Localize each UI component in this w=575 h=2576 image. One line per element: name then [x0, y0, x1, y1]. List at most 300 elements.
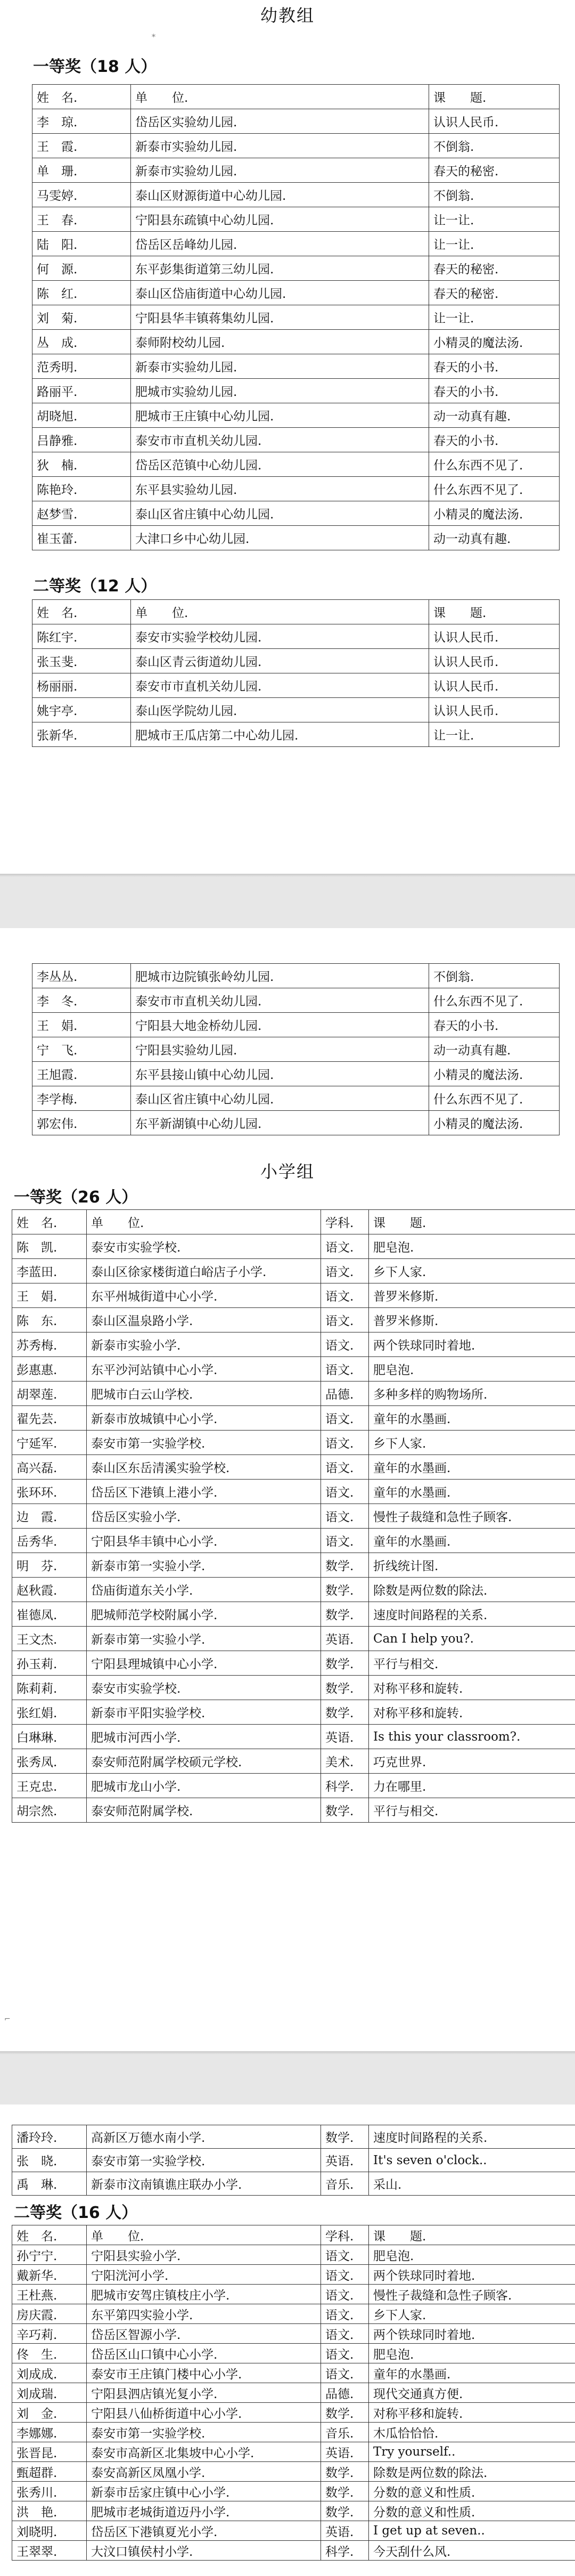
document-page-3: [0, 2104, 575, 2576]
unit-cell: 岱岳区范镇中心幼儿园.: [131, 452, 429, 477]
name-cell: 陈艳玲.: [32, 477, 131, 501]
table-row: [32, 109, 560, 134]
subject-cell: 语文.: [321, 1529, 369, 1553]
page-gap-2: [0, 2051, 575, 2104]
subject-cell: 英语.: [321, 1627, 369, 1651]
topic-cell: 力在哪里.: [369, 1774, 575, 1798]
table-row: [32, 256, 560, 281]
header-name-cell: 姓 名.: [32, 85, 131, 109]
topic-cell: 不倒翁.: [429, 964, 560, 988]
name-cell: 何 源.: [32, 256, 131, 281]
primary-title: 小学组: [260, 1161, 315, 1182]
name-cell: 陈红宇.: [32, 624, 131, 649]
subject-cell: 数学.: [321, 1798, 369, 1823]
table-row: [12, 1455, 575, 1480]
topic-cell: 春天的小书.: [429, 1013, 560, 1037]
primary-second-prize-table: [12, 2225, 575, 2561]
subject-cell: 数学.: [321, 1553, 369, 1578]
subject-cell: 数学.: [321, 1602, 369, 1627]
subject-cell: 数学.: [321, 2462, 369, 2482]
table-row: [12, 2285, 575, 2304]
topic-cell: 春天的秘密.: [429, 158, 560, 183]
subject-cell: 语文.: [321, 1259, 369, 1283]
table-row: [12, 1725, 575, 1749]
name-cell: 王杜燕.: [12, 2285, 87, 2304]
unit-cell: 泰山区省庄镇中心幼儿园.: [131, 501, 429, 526]
unit-cell: 泰安市市直机关幼儿园.: [131, 988, 429, 1013]
unit-cell: 岱岳区智源小学.: [87, 2324, 321, 2344]
subject-cell: 品德.: [321, 1382, 369, 1406]
name-cell: 张环环.: [12, 1480, 87, 1504]
name-cell: 甄超群.: [12, 2462, 87, 2482]
unit-cell: 东平彭集街道第三幼儿园.: [131, 256, 429, 281]
name-cell: 崔玉蕾.: [32, 526, 131, 550]
topic-cell: 什么东西不见了.: [429, 988, 560, 1013]
subject-cell: 语文.: [321, 2245, 369, 2265]
table-row: [12, 2403, 575, 2423]
subject-cell: 数学.: [321, 2125, 369, 2149]
name-cell: 苏秀梅.: [12, 1332, 87, 1357]
table-row: [32, 379, 560, 403]
subject-cell: 数学.: [321, 1700, 369, 1725]
table-row: [12, 1553, 575, 1578]
name-cell: 崔德凤.: [12, 1602, 87, 1627]
unit-cell: 泰安市市直机关幼儿园.: [131, 428, 429, 452]
unit-cell: 新泰市第一实验小学.: [87, 1627, 321, 1651]
table-row: [12, 2482, 575, 2501]
unit-cell: 肥城市实验幼儿园.: [131, 379, 429, 403]
name-cell: 单 珊.: [32, 158, 131, 183]
table-row: [32, 698, 560, 722]
name-cell: 宁 飞.: [32, 1037, 131, 1062]
document-page-2: [0, 928, 575, 2051]
subject-cell: 英语.: [321, 2149, 369, 2172]
name-cell: 张玉斐.: [32, 649, 131, 673]
page-corner-mark: ⌐: [4, 2015, 11, 2024]
unit-cell: 岱岳区岳峰幼儿园.: [131, 232, 429, 256]
table-row: [32, 305, 560, 330]
name-cell: 杨丽丽.: [32, 673, 131, 698]
topic-cell: 让一让.: [429, 232, 560, 256]
name-cell: 宁延军.: [12, 1431, 87, 1455]
name-cell: 刘晓明.: [12, 2521, 87, 2541]
unit-cell: 肥城市龙山小学.: [87, 1774, 321, 1798]
topic-cell: 什么东西不见了.: [429, 477, 560, 501]
name-cell: 吕静雅.: [32, 428, 131, 452]
table-row: [32, 1013, 560, 1037]
header-name-cell: 姓 名.: [32, 600, 131, 624]
name-cell: 辛巧莉.: [12, 2324, 87, 2344]
kindergarten-title: 幼教组: [260, 5, 315, 26]
topic-cell: 春天的秘密.: [429, 281, 560, 305]
unit-cell: 泰安市实验学校.: [87, 1676, 321, 1700]
name-cell: 边 霞.: [12, 1504, 87, 1529]
unit-cell: 泰安市王庄镇门楼中心小学.: [87, 2363, 321, 2383]
table-row: [12, 1602, 575, 1627]
table-row: [32, 673, 560, 698]
table-header-row: [12, 1210, 575, 1234]
name-cell: 李娜娜.: [12, 2423, 87, 2442]
table-row: [12, 1798, 575, 1823]
name-cell: 路丽平.: [32, 379, 131, 403]
subject-cell: 音乐.: [321, 2172, 369, 2196]
table-row: [12, 2324, 575, 2344]
topic-cell: 小精灵的魔法汤.: [429, 501, 560, 526]
unit-cell: 大津口乡中心幼儿园.: [131, 526, 429, 550]
name-cell: 李蓝田.: [12, 1259, 87, 1283]
unit-cell: 东平新湖镇中心幼儿园.: [131, 1111, 429, 1135]
subject-cell: 美术.: [321, 1749, 369, 1774]
name-cell: 刘 金.: [12, 2403, 87, 2423]
topic-cell: 让一让.: [429, 305, 560, 330]
table-row: [12, 2125, 575, 2149]
subject-cell: 语文.: [321, 2265, 369, 2285]
table-row: [32, 134, 560, 158]
unit-cell: 岱岳区下港镇上港小学.: [87, 1480, 321, 1504]
kindergarten-first-prize-table: [32, 84, 560, 550]
document-page-1: [0, 0, 575, 874]
table-row: [32, 354, 560, 379]
unit-cell: 肥城市安驾庄镇枝庄小学.: [87, 2285, 321, 2304]
table-row: [12, 2172, 575, 2196]
name-cell: 王文杰.: [12, 1627, 87, 1651]
topic-cell: 现代交通真方便.: [369, 2383, 575, 2403]
table-row: [32, 330, 560, 354]
subject-cell: 科学.: [321, 2541, 369, 2561]
table-row: [12, 1480, 575, 1504]
name-cell: 张 晓.: [12, 2149, 87, 2172]
topic-cell: 平行与相交.: [369, 1798, 575, 1823]
name-cell: 张秀川.: [12, 2482, 87, 2501]
topic-cell: 什么东西不见了.: [429, 1086, 560, 1111]
unit-cell: 岱岳区实验小学.: [87, 1504, 321, 1529]
name-cell: 戴新华.: [12, 2265, 87, 2285]
table-row: [12, 1357, 575, 1382]
table-row: [32, 964, 560, 988]
kindergarten-second-prize-heading: 二等奖（12 人）: [33, 577, 157, 596]
subject-cell: 语文.: [321, 1431, 369, 1455]
topic-cell: 慢性子裁缝和急性子顾客.: [369, 2285, 575, 2304]
table-row: [32, 988, 560, 1013]
topic-cell: 乡下人家.: [369, 1259, 575, 1283]
table-row: [32, 1062, 560, 1086]
name-cell: 彭惠惠.: [12, 1357, 87, 1382]
name-cell: 王 霞.: [32, 134, 131, 158]
table-row: [12, 1308, 575, 1332]
primary-second-prize-heading: 二等奖（16 人）: [14, 2204, 138, 2222]
name-cell: 张秀凤.: [12, 1749, 87, 1774]
unit-cell: 新泰市平阳实验学校.: [87, 1700, 321, 1725]
name-cell: 岳秀华.: [12, 1529, 87, 1553]
topic-cell: 乡下人家.: [369, 2304, 575, 2324]
topic-cell: 今天刮什么风.: [369, 2541, 575, 2561]
name-cell: 郭宏伟.: [32, 1111, 131, 1135]
unit-cell: 岱岳区实验幼儿园.: [131, 109, 429, 134]
unit-cell: 宁阳县东疏镇中心幼儿园.: [131, 207, 429, 232]
topic-cell: 童年的水墨画.: [369, 1455, 575, 1480]
unit-cell: 宁阳县八仙桥街道中心小学.: [87, 2403, 321, 2423]
table-row: [32, 232, 560, 256]
unit-cell: 大汶口镇侯村小学.: [87, 2541, 321, 2561]
primary-first-prize-table: [12, 1209, 575, 1823]
unit-cell: 泰安市高新区北集坡中心小学.: [87, 2442, 321, 2462]
name-cell: 王 春.: [32, 207, 131, 232]
header-name-cell: 姓 名.: [12, 2225, 87, 2245]
table-row: [12, 2423, 575, 2442]
unit-cell: 泰安市实验学校.: [87, 1234, 321, 1259]
unit-cell: 岱岳区山口镇中心小学.: [87, 2344, 321, 2363]
topic-cell: 让一让.: [429, 722, 560, 747]
table-row: [12, 2462, 575, 2482]
unit-cell: 东平沙河站镇中心小学.: [87, 1357, 321, 1382]
name-cell: 洪 艳.: [12, 2501, 87, 2521]
subject-cell: 语文.: [321, 1234, 369, 1259]
subject-cell: 数学.: [321, 2501, 369, 2521]
primary-first-prize-table-continued: [12, 2125, 575, 2196]
topic-cell: 童年的水墨画.: [369, 1529, 575, 1553]
name-cell: 李 琼.: [32, 109, 131, 134]
name-cell: 陈 东.: [12, 1308, 87, 1332]
unit-cell: 肥城市王庄镇中心幼儿园.: [131, 403, 429, 428]
unit-cell: 泰师附校幼儿园.: [131, 330, 429, 354]
subject-cell: 音乐.: [321, 2423, 369, 2442]
unit-cell: 泰山区岱庙街道中心幼儿园.: [131, 281, 429, 305]
topic-cell: 认识人民币.: [429, 109, 560, 134]
subject-cell: 数学.: [321, 1676, 369, 1700]
name-cell: 陆 阳.: [32, 232, 131, 256]
table-row: [32, 403, 560, 428]
unit-cell: 岱庙街道东关小学.: [87, 1578, 321, 1602]
table-row: [12, 1382, 575, 1406]
topic-cell: 对称平移和旋转.: [369, 1676, 575, 1700]
name-cell: 房庆霞.: [12, 2304, 87, 2324]
topic-cell: Is this your classroom?.: [369, 1725, 575, 1749]
topic-cell: It's seven o'clock..: [369, 2149, 575, 2172]
table-row: [12, 1774, 575, 1798]
unit-cell: 泰山医学院幼儿园.: [131, 698, 429, 722]
subject-cell: 语文.: [321, 2285, 369, 2304]
topic-cell: 春天的小书.: [429, 354, 560, 379]
topic-cell: 除数是两位数的除法.: [369, 2462, 575, 2482]
unit-cell: 泰安师范附属学校硕元学校.: [87, 1749, 321, 1774]
topic-cell: 巧克世界.: [369, 1749, 575, 1774]
subject-cell: 语文.: [321, 2344, 369, 2363]
table-row: [12, 2521, 575, 2541]
table-row: [32, 452, 560, 477]
kindergarten-first-prize-heading: 一等奖（18 人）: [33, 58, 157, 76]
name-cell: 刘 菊.: [32, 305, 131, 330]
table-row: [32, 624, 560, 649]
unit-cell: 新泰市实验幼儿园.: [131, 354, 429, 379]
unit-cell: 宁阳县大地金桥幼儿园.: [131, 1013, 429, 1037]
header-subject-cell: 学科.: [321, 2225, 369, 2245]
header-topic-cell: 课 题.: [429, 600, 560, 624]
unit-cell: 新泰市实验幼儿园.: [131, 134, 429, 158]
subject-cell: 英语.: [321, 2521, 369, 2541]
table-row: [12, 1504, 575, 1529]
name-cell: 陈莉莉.: [12, 1676, 87, 1700]
table-row: [32, 1111, 560, 1135]
topic-cell: 肥皂泡.: [369, 1357, 575, 1382]
unit-cell: 宁阳县实验幼儿园.: [131, 1037, 429, 1062]
unit-cell: 高新区万德水南小学.: [87, 2125, 321, 2149]
table-row: [12, 2442, 575, 2462]
name-cell: 王 娟.: [32, 1013, 131, 1037]
name-cell: 孙宁宁.: [12, 2245, 87, 2265]
name-cell: 李 冬.: [32, 988, 131, 1013]
header-unit-cell: 单 位.: [131, 600, 429, 624]
subject-cell: 语文.: [321, 1332, 369, 1357]
table-row: [32, 501, 560, 526]
subject-cell: 语文.: [321, 2324, 369, 2344]
unit-cell: 宁阳县华丰镇蒋集幼儿园.: [131, 305, 429, 330]
topic-cell: 童年的水墨画.: [369, 1480, 575, 1504]
name-cell: 白琳琳.: [12, 1725, 87, 1749]
unit-cell: 东平第四实验小学.: [87, 2304, 321, 2324]
topic-cell: 动一动真有趣.: [429, 1037, 560, 1062]
topic-cell: 肥皂泡.: [369, 2344, 575, 2363]
header-unit-cell: 单 位.: [131, 85, 429, 109]
name-cell: 刘成成.: [12, 2363, 87, 2383]
unit-cell: 宁阳县理城镇中心小学.: [87, 1651, 321, 1676]
unit-cell: 泰安市实验学校幼儿园.: [131, 624, 429, 649]
unit-cell: 泰山区东岳清溪实验学校.: [87, 1455, 321, 1480]
table-row: [12, 1578, 575, 1602]
unit-cell: 泰安市第一实验学校.: [87, 1431, 321, 1455]
subject-cell: 语文.: [321, 1283, 369, 1308]
table-row: [12, 2245, 575, 2265]
topic-cell: 不倒翁.: [429, 183, 560, 207]
table-row: [12, 1332, 575, 1357]
table-row: [32, 183, 560, 207]
table-row: [32, 477, 560, 501]
name-cell: 张新华.: [32, 722, 131, 747]
kindergarten-second-prize-table-continued: [32, 963, 560, 1135]
subject-cell: 英语.: [321, 1725, 369, 1749]
topic-cell: I get up at seven..: [369, 2521, 575, 2541]
name-cell: 陈 红.: [32, 281, 131, 305]
unit-cell: 泰安市市直机关幼儿园.: [131, 673, 429, 698]
name-cell: 陈 凯.: [12, 1234, 87, 1259]
table-row: [32, 281, 560, 305]
name-cell: 明 芬.: [12, 1553, 87, 1578]
topic-cell: 肥皂泡.: [369, 2245, 575, 2265]
table-row: [12, 1676, 575, 1700]
table-row: [12, 1700, 575, 1725]
name-cell: 胡翠莲.: [12, 1382, 87, 1406]
header-topic-cell: 课 题.: [369, 1210, 575, 1234]
topic-cell: 春天的小书.: [429, 379, 560, 403]
table-row: [12, 1283, 575, 1308]
kindergarten-second-prize-table: [32, 599, 560, 747]
name-cell: 王旭霞.: [32, 1062, 131, 1086]
topic-cell: 小精灵的魔法汤.: [429, 330, 560, 354]
name-cell: 张红娟.: [12, 1700, 87, 1725]
name-cell: 赵秋霞.: [12, 1578, 87, 1602]
table-row: [12, 2344, 575, 2363]
unit-cell: 新泰市实验小学.: [87, 1332, 321, 1357]
topic-cell: 普罗米修斯.: [369, 1308, 575, 1332]
table-row: [12, 2363, 575, 2383]
topic-cell: 木瓜恰恰恰.: [369, 2423, 575, 2442]
name-cell: 王 娟.: [12, 1283, 87, 1308]
subject-cell: 英语.: [321, 2442, 369, 2462]
topic-cell: 不倒翁.: [429, 134, 560, 158]
topic-cell: 肥皂泡.: [369, 1234, 575, 1259]
unit-cell: 泰山区徐家楼街道白峪店子小学.: [87, 1259, 321, 1283]
table-row: [12, 1431, 575, 1455]
name-cell: 胡晓旭.: [32, 403, 131, 428]
table-row: [12, 1627, 575, 1651]
topic-cell: 春天的秘密.: [429, 256, 560, 281]
topic-cell: 慢性子裁缝和急性子顾客.: [369, 1504, 575, 1529]
name-cell: 翟先芸.: [12, 1406, 87, 1431]
primary-first-prize-heading: 一等奖（26 人）: [14, 1188, 138, 1207]
unit-cell: 肥城市王瓜店第二中心幼儿园.: [131, 722, 429, 747]
table-row: [12, 2304, 575, 2324]
name-cell: 马雯婷.: [32, 183, 131, 207]
table-row: [12, 1234, 575, 1259]
table-row: [32, 526, 560, 550]
topic-cell: 让一让.: [429, 207, 560, 232]
subject-cell: 语文.: [321, 1357, 369, 1382]
unit-cell: 泰山区青云街道幼儿园.: [131, 649, 429, 673]
table-header-row: [32, 85, 560, 109]
topic-cell: Try yourself..: [369, 2442, 575, 2462]
subject-cell: 语文.: [321, 1406, 369, 1431]
topic-cell: 童年的水墨画.: [369, 1406, 575, 1431]
unit-cell: 东平县接山镇中心幼儿园.: [131, 1062, 429, 1086]
table-row: [12, 2541, 575, 2561]
unit-cell: 泰安市第一实验学校.: [87, 2423, 321, 2442]
unit-cell: 肥城市老城街道迈丹小学.: [87, 2501, 321, 2521]
unit-cell: 肥城市边院镇张岭幼儿园.: [131, 964, 429, 988]
subject-cell: 语文.: [321, 2363, 369, 2383]
topic-cell: 两个铁球同时着地.: [369, 2265, 575, 2285]
unit-cell: 宁阳县华丰镇中心小学.: [87, 1529, 321, 1553]
unit-cell: 新泰市岳家庄镇中心小学.: [87, 2482, 321, 2501]
table-row: [32, 722, 560, 747]
unit-cell: 岱岳区下港镇夏光小学.: [87, 2521, 321, 2541]
table-row: [32, 158, 560, 183]
name-cell: 刘成瑞.: [12, 2383, 87, 2403]
unit-cell: 泰山区省庄镇中心幼儿园.: [131, 1086, 429, 1111]
table-row: [12, 2149, 575, 2172]
unit-cell: 泰安市第一实验学校.: [87, 2149, 321, 2172]
topic-cell: 什么东西不见了.: [429, 452, 560, 477]
name-cell: 佟 生.: [12, 2344, 87, 2363]
table-row: [12, 2265, 575, 2285]
topic-cell: 速度时间路程的关系.: [369, 1602, 575, 1627]
header-topic-cell: 课 题.: [429, 85, 560, 109]
subject-cell: 数学.: [321, 1651, 369, 1676]
table-row: [12, 2501, 575, 2521]
name-cell: 赵梦雪.: [32, 501, 131, 526]
table-row: [12, 1651, 575, 1676]
name-cell: 李学梅.: [32, 1086, 131, 1111]
subject-cell: 数学.: [321, 1578, 369, 1602]
topic-cell: 多种多样的购物场所.: [369, 1382, 575, 1406]
topic-cell: 对称平移和旋转.: [369, 1700, 575, 1725]
name-cell: 禹 琳.: [12, 2172, 87, 2196]
subject-cell: 语文.: [321, 1480, 369, 1504]
table-row: [12, 1529, 575, 1553]
unit-cell: 新泰市实验幼儿园.: [131, 158, 429, 183]
topic-cell: 认识人民币.: [429, 624, 560, 649]
table-row: [32, 428, 560, 452]
unit-cell: 肥城师范学校附属小学.: [87, 1602, 321, 1627]
name-cell: 姚宇亭.: [32, 698, 131, 722]
